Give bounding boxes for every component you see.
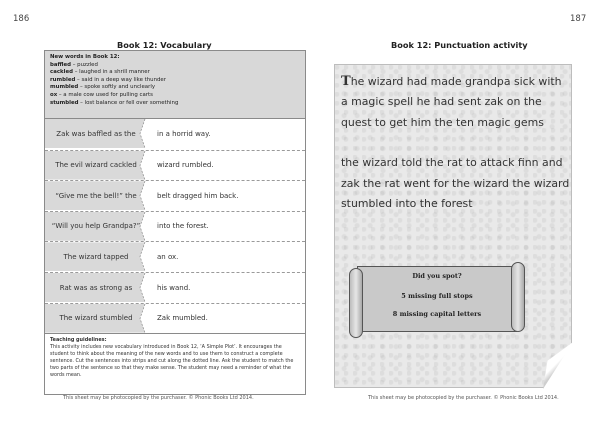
guidelines-text: This activity includes new vocabulary introduced in Book 12, ‘A Simple Plot’. It encourages the student to think about the meaning of the new words and to use them to construct a complete sentence. Cut the sentences into strips and cut along the dotted line. Ask the student to match the two parts of the sentence so that they make sense. The student may need a reminder of what the words mean. (50, 344, 294, 378)
sentence-start: “Give me the bell!” the (55, 191, 137, 200)
sentence-strip (45, 119, 305, 148)
new-words-list (50, 62, 300, 108)
new-word-definition: – laughed in a shrill manner (72, 69, 150, 76)
vocabulary-worksheet (44, 50, 306, 395)
sentence-start: Rat was as strong as (59, 283, 133, 292)
new-word-definition: – spoke softly and unclearly (78, 84, 156, 91)
new-word-definition: – a male cow used for pulling carts (57, 91, 153, 98)
did-you-spot-scroll (345, 262, 525, 337)
sentence-end: Zak mumbled. (157, 314, 208, 323)
teaching-guidelines (45, 333, 305, 394)
left-footer: This sheet may be photocopied by the purchaser. © Phonic Books Ltd 2014. (63, 395, 254, 401)
sentence-strip (45, 272, 305, 302)
sentence-end: belt dragged him back. (157, 191, 239, 200)
sentence-start: The wizard stumbled (59, 314, 133, 323)
punctuation-title: Book 12: Punctuation activity (391, 40, 528, 50)
scroll-line-1: 5 missing full stops (401, 292, 473, 300)
sentence-end: wizard rumbled. (157, 161, 214, 170)
scroll-line-2: 8 missing capital letters (392, 310, 482, 318)
drop-cap: T (341, 74, 351, 89)
sentence-end: his wand. (157, 283, 191, 292)
new-word-entry (50, 100, 300, 108)
sentence-strip (45, 303, 305, 333)
scroll-heading: Did you spot? (412, 272, 462, 280)
vocabulary-title: Book 12: Vocabulary (117, 40, 212, 50)
paragraph-1-text: he wizard had made grandpa sick with a magic spell he had sent zak on the quest to get him the ten magic gems (341, 75, 562, 129)
sentence-strip (45, 180, 305, 210)
sentence-end: in a horrid way. (157, 129, 211, 138)
left-page-number: 186 (13, 14, 30, 24)
sentence-start: The wizard tapped (63, 252, 129, 261)
new-word: stumbled (50, 99, 79, 106)
sentence-strip (45, 241, 305, 271)
new-word-entry (50, 62, 300, 70)
passage-paragraph-1 (341, 72, 571, 133)
guidelines-heading: Teaching guidelines: (50, 337, 107, 343)
punctuation-passage (341, 72, 571, 214)
new-word-definition: – puzzled (71, 61, 98, 68)
new-word-definition: – said in a deep way like thunder (75, 76, 166, 83)
sentence-strip (45, 211, 305, 241)
sentence-strip (45, 150, 305, 180)
sentence-start: The evil wizard cackled (55, 161, 137, 170)
new-word-entry (50, 84, 300, 92)
sentence-start: “Will you help Grandpa?” (51, 222, 141, 231)
new-word-entry (50, 69, 300, 77)
passage-paragraph-2: the wizard told the rat to attack finn and zak the rat went for the wizard the wizard stumbled into the forest (341, 156, 570, 211)
new-word-entry (50, 92, 300, 100)
new-word-definition: – lost balance or fell over something (78, 99, 179, 106)
new-word: ox (50, 91, 58, 98)
right-page-number: 187 (570, 14, 587, 24)
sentence-end: into the forest. (157, 222, 209, 231)
sentence-start: Zak was baffled as the (56, 129, 136, 138)
new-word: mumbled (50, 84, 79, 91)
new-words-box (45, 51, 305, 119)
sentence-end: an ox. (157, 252, 179, 261)
new-words-heading: New words in Book 12: (50, 54, 120, 60)
new-word: baffled (50, 61, 72, 68)
new-word: rumbled (50, 76, 76, 83)
new-word: cackled (50, 69, 73, 76)
right-footer: This sheet may be photocopied by the purchaser. © Phonic Books Ltd 2014. (368, 395, 559, 401)
new-word-entry (50, 77, 300, 85)
